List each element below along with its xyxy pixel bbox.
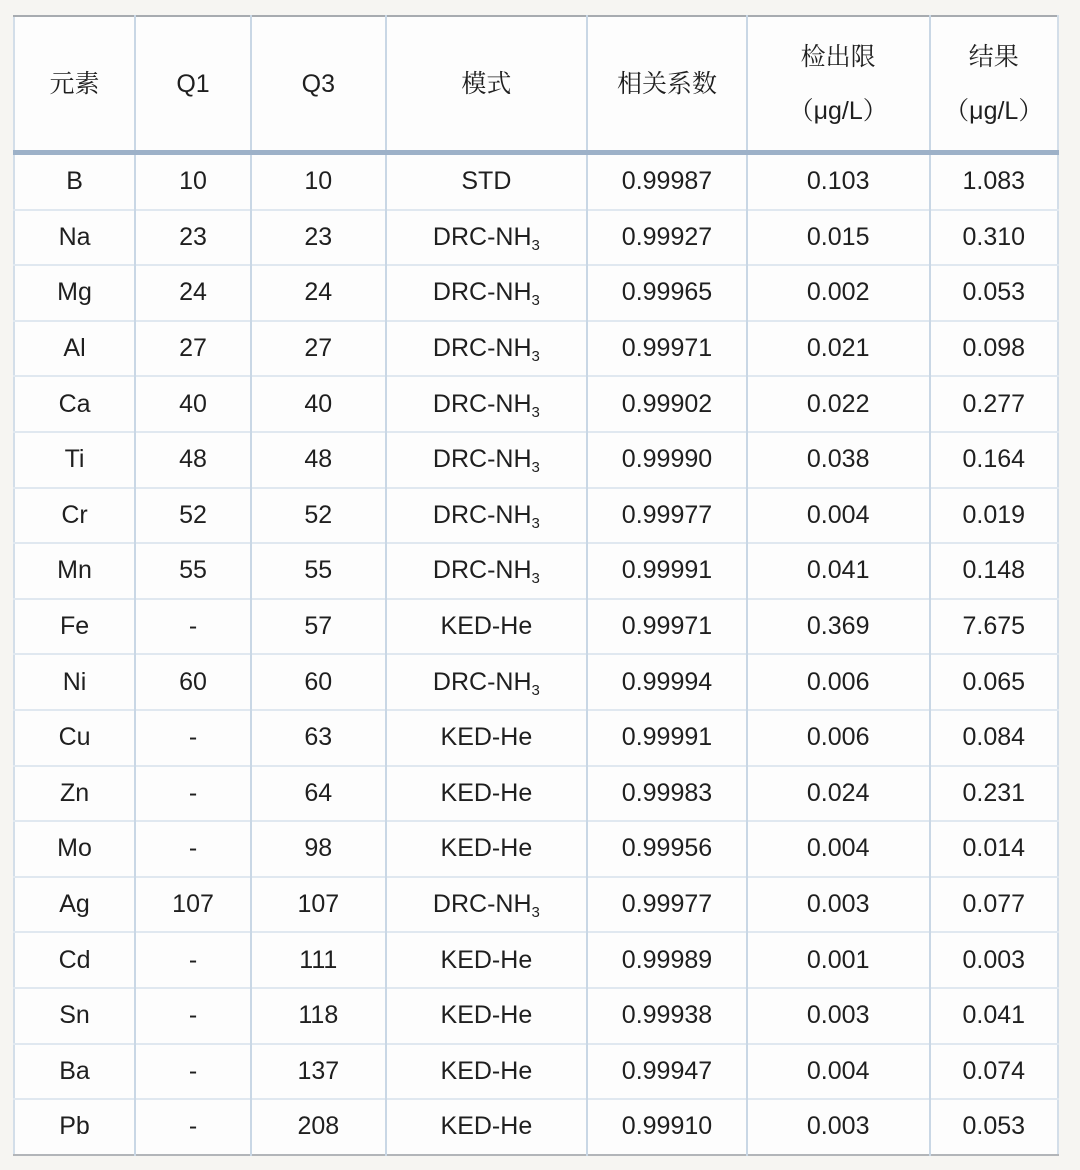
correlation-cell: 0.99971 [587,599,747,655]
result-cell: 0.019 [930,488,1058,544]
correlation-cell: 0.99947 [587,1044,747,1100]
q1-cell: 40 [135,376,251,432]
correlation-cell: 0.99991 [587,710,747,766]
result-cell: 0.077 [930,877,1058,933]
q1-cell: 27 [135,321,251,377]
detection-limit-cell: 0.041 [747,543,930,599]
detection-limit-cell: 0.004 [747,821,930,877]
result-cell: 0.014 [930,821,1058,877]
results-table-container [13,15,1059,1156]
q1-cell: 23 [135,210,251,266]
q1-cell: 55 [135,543,251,599]
mode-cell: KED-He [386,932,587,988]
element-cell: Ag [14,877,135,933]
result-cell: 0.164 [930,432,1058,488]
result-cell: 0.148 [930,543,1058,599]
mode-subscript: 3 [531,459,540,477]
element-cell: Mo [14,821,135,877]
q3-cell: 48 [251,432,386,488]
table-row [14,877,1058,933]
result-cell: 0.003 [930,932,1058,988]
result-cell: 0.231 [930,766,1058,822]
detection-limit-cell: 0.003 [747,988,930,1044]
q3-cell: 64 [251,766,386,822]
q3-cell: 23 [251,210,386,266]
detection-limit-cell: 0.022 [747,376,930,432]
q3-cell: 52 [251,488,386,544]
table-row [14,821,1058,877]
element-cell: Al [14,321,135,377]
q1-cell: 107 [135,877,251,933]
result-cell: 0.053 [930,1099,1058,1155]
detection-limit-cell: 0.038 [747,432,930,488]
correlation-cell: 0.99971 [587,321,747,377]
q1-cell: - [135,821,251,877]
q3-cell: 118 [251,988,386,1044]
q3-cell: 24 [251,265,386,321]
column-header-result: 结果 （μg/L） [930,16,1058,153]
q1-cell: 52 [135,488,251,544]
table-row [14,710,1058,766]
detection-limit-cell: 0.024 [747,766,930,822]
element-cell: B [14,153,135,210]
q3-cell: 57 [251,599,386,655]
q1-cell: - [135,932,251,988]
result-cell: 0.084 [930,710,1058,766]
correlation-cell: 0.99990 [587,432,747,488]
mode-cell: DRC-$NH_3$ [386,877,587,933]
correlation-cell: 0.99902 [587,376,747,432]
q1-cell: 24 [135,265,251,321]
result-cell: 0.310 [930,210,1058,266]
mode-cell: DRC-$NH_3$ [386,265,587,321]
element-cell: Fe [14,599,135,655]
detection-limit-cell: 0.369 [747,599,930,655]
mode-subscript: 3 [531,348,540,366]
table-row [14,210,1058,266]
element-cell: Cr [14,488,135,544]
mode-cell: STD [386,153,587,210]
column-header-q1: Q1 [135,16,251,153]
q3-cell: 27 [251,321,386,377]
mode-cell: DRC-$NH_3$ [386,432,587,488]
detection-limit-cell: 0.004 [747,488,930,544]
mode-cell: KED-He [386,821,587,877]
table-body [14,153,1058,1155]
q1-cell: - [135,766,251,822]
element-cell: Ti [14,432,135,488]
result-cell: 0.098 [930,321,1058,377]
correlation-cell: 0.99977 [587,877,747,933]
mode-subscript: 3 [531,514,540,532]
correlation-cell: 0.99956 [587,821,747,877]
result-cell: 0.065 [930,654,1058,710]
elemental-analysis-table [13,15,1059,1156]
mode-cell: KED-He [386,988,587,1044]
q1-cell: - [135,599,251,655]
detection-limit-cell: 0.003 [747,1099,930,1155]
correlation-cell: 0.99938 [587,988,747,1044]
result-cell: 0.277 [930,376,1058,432]
q1-cell: - [135,1099,251,1155]
detection-limit-cell: 0.004 [747,1044,930,1100]
table-row [14,766,1058,822]
q1-cell: 60 [135,654,251,710]
table-row [14,432,1058,488]
mode-subscript: 3 [531,570,540,588]
table-row [14,932,1058,988]
detection-limit-cell: 0.103 [747,153,930,210]
mode-cell: DRC-$NH_3$ [386,543,587,599]
correlation-cell: 0.99989 [587,932,747,988]
mode-cell: DRC-$NH_3$ [386,488,587,544]
q1-cell: 48 [135,432,251,488]
detection-limit-cell: 0.021 [747,321,930,377]
q1-cell: - [135,988,251,1044]
detection-limit-cell: 0.002 [747,265,930,321]
table-row [14,265,1058,321]
q3-cell: 10 [251,153,386,210]
mode-cell: KED-He [386,710,587,766]
q1-cell: - [135,710,251,766]
mode-subscript: 3 [531,403,540,421]
column-header-element: 元素 [14,16,135,153]
q3-cell: 208 [251,1099,386,1155]
column-header-correlation: 相关系数 [587,16,747,153]
q3-cell: 111 [251,932,386,988]
element-cell: Ni [14,654,135,710]
q1-cell: - [135,1044,251,1100]
mode-cell: DRC-$NH_3$ [386,654,587,710]
mode-subscript: 3 [531,681,540,699]
detection-limit-cell: 0.001 [747,932,930,988]
detection-limit-cell: 0.015 [747,210,930,266]
correlation-cell: 0.99965 [587,265,747,321]
result-cell: 0.074 [930,1044,1058,1100]
element-cell: Na [14,210,135,266]
q3-cell: 40 [251,376,386,432]
result-cell: 0.041 [930,988,1058,1044]
q3-cell: 60 [251,654,386,710]
mode-cell: KED-He [386,1044,587,1100]
element-cell: Pb [14,1099,135,1155]
mode-cell: KED-He [386,1099,587,1155]
correlation-cell: 0.99977 [587,488,747,544]
table-header [14,16,1058,153]
correlation-cell: 0.99983 [587,766,747,822]
element-cell: Mg [14,265,135,321]
mode-subscript: 3 [531,904,540,922]
mode-cell: DRC-$NH_3$ [386,376,587,432]
element-cell: Sn [14,988,135,1044]
table-row [14,1099,1058,1155]
table-row [14,654,1058,710]
result-cell: 1.083 [930,153,1058,210]
table-row [14,1044,1058,1100]
mode-subscript: 3 [531,236,540,254]
detection-limit-cell: 0.003 [747,877,930,933]
correlation-cell: 0.99927 [587,210,747,266]
result-cell: 0.053 [930,265,1058,321]
q1-cell: 10 [135,153,251,210]
mode-cell: DRC-$NH_3$ [386,321,587,377]
element-cell: Zn [14,766,135,822]
element-cell: Mn [14,543,135,599]
mode-cell: DRC-$NH_3$ [386,210,587,266]
table-row [14,488,1058,544]
correlation-cell: 0.99991 [587,543,747,599]
column-header-unit: （μg/L） [944,96,1044,125]
column-header-q3: Q3 [251,16,386,153]
mode-subscript: 3 [531,292,540,310]
table-row [14,599,1058,655]
table-row [14,153,1058,210]
column-header-unit: （μg/L） [788,96,888,125]
column-header-detection-limit: 检出限 （μg/L） [747,16,930,153]
q3-cell: 137 [251,1044,386,1100]
table-row [14,321,1058,377]
element-cell: Ba [14,1044,135,1100]
detection-limit-cell: 0.006 [747,654,930,710]
table-row [14,543,1058,599]
q3-cell: 55 [251,543,386,599]
header-row [14,16,1058,153]
mode-cell: KED-He [386,766,587,822]
mode-cell: KED-He [386,599,587,655]
element-cell: Cd [14,932,135,988]
table-row [14,376,1058,432]
correlation-cell: 0.99910 [587,1099,747,1155]
detection-limit-cell: 0.006 [747,710,930,766]
table-row [14,988,1058,1044]
result-cell: 7.675 [930,599,1058,655]
correlation-cell: 0.99994 [587,654,747,710]
correlation-cell: 0.99987 [587,153,747,210]
column-header-mode: 模式 [386,16,587,153]
element-cell: Ca [14,376,135,432]
q3-cell: 63 [251,710,386,766]
q3-cell: 107 [251,877,386,933]
q3-cell: 98 [251,821,386,877]
element-cell: Cu [14,710,135,766]
